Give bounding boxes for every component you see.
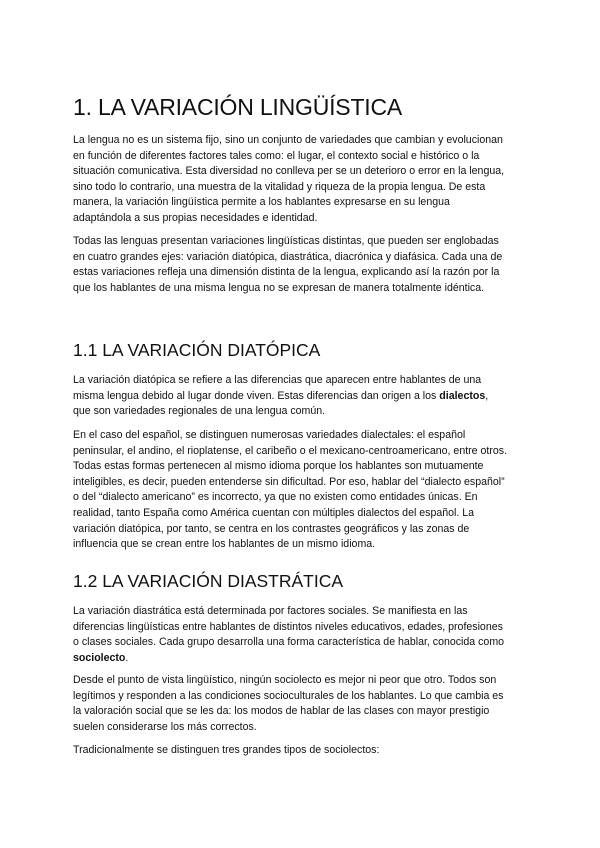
text-line: legítimos y responden a las condiciones socioculturales de los hablantes. Lo que cambia es — [73, 689, 504, 702]
text-line: o clases sociales. Cada grupo desarrolla una forma característica de hablar, conocida como — [73, 636, 505, 649]
text-line: en función de diferentes factores tales como: el lugar, el contexto social e histórico o la — [73, 149, 480, 162]
section-heading-diastratica: 1.2 LA VARIACIÓN DIASTRÁTICA — [73, 571, 344, 591]
text-line: peninsular, el andino, el rioplatense, el caribeño o el mexicano-centroamericano, entre otros. — [73, 444, 508, 457]
text-line: la valoración social que se les da: los modos de hablar de las clases con mayor prestigio — [73, 705, 490, 718]
diastratica-paragraph-2 — [73, 673, 528, 735]
diastratica-paragraph-3 — [73, 743, 528, 759]
text-line: inteligibles, es decir, pueden entenderse sin dificultad. Por eso, hablar del “dialecto español” — [73, 475, 505, 488]
main-heading: 1. LA VARIACIÓN LINGÜÍSTICA — [73, 94, 403, 120]
text-line: que los hablantes de una misma lengua no se expresan de manera totalmente idéntica. — [73, 281, 485, 294]
text-line: realidad, tanto España como América cuentan con múltiples dialectos del español. La — [73, 506, 475, 519]
text-line: Todas estas formas pertenecen al mismo idioma porque los hablantes son mutuamente — [73, 460, 484, 473]
text-line: La lengua no es un sistema fijo, sino un conjunto de variedades que cambian y evolucionan — [73, 134, 503, 146]
text-line: en cuatro grandes ejes: variación diatópica, diastrática, diacrónica y diafásica. Cada una de — [73, 250, 503, 263]
text-line: La variación diastrática está determinada por factores sociales. Se manifiesta en las — [73, 605, 468, 617]
text-line: diferencias lingüísticas entre hablantes de distintos niveles educativos, edades, profesiones — [73, 620, 503, 633]
diatopica-paragraph-1 — [73, 373, 528, 420]
intro-paragraph-2 — [73, 234, 528, 296]
text-line: variación diatópica, por tanto, se centra en los contrastes geográficos y las zonas de — [73, 522, 470, 535]
intro-paragraph-1 — [73, 133, 528, 227]
text-line: adaptándola a sus propias necesidades e identidad. — [73, 211, 318, 224]
text-line: Desde el punto de vista lingüístico, ningún sociolecto es mejor ni peor que otro. Todos son — [73, 674, 497, 686]
text-line: suelen considerarse los más correctos. — [73, 720, 257, 733]
text-line — [73, 389, 528, 405]
text-line: La variación diatópica se refiere a las diferencias que aparecen entre hablantes de una — [73, 374, 482, 386]
text-line: manera, la variación lingüística permite a los hablantes expresarse en su lengua — [73, 196, 450, 209]
text-line — [73, 651, 528, 667]
text-line: que son variedades regionales de una lengua común. — [73, 405, 326, 418]
text-run: misma lengua debido al lugar donde viven. Estas diferencias dan origen a los — [73, 389, 440, 402]
text-line: Tradicionalmente se distinguen tres grandes tipos de sociolectos: — [73, 744, 380, 756]
text-line: influencia que se crean entre los hablantes de un mismo idioma. — [73, 538, 376, 551]
term-dialectos: dialectos — [439, 389, 486, 402]
diastratica-paragraph-1 — [73, 604, 528, 666]
term-sociolecto: sociolecto — [73, 651, 126, 664]
text-line: estas variaciones refleja una dimensión distinta de la lengua, explicando así la razón por la — [73, 266, 500, 279]
text-run: , — [485, 389, 489, 402]
section-heading-diatopica: 1.1 LA VARIACIÓN DIATÓPICA — [73, 340, 321, 360]
diatopica-paragraph-2 — [73, 428, 528, 553]
text-line: sino todo lo contrario, una muestra de la vitalidad y riqueza de la propia lengua. De esta — [73, 180, 486, 193]
text-line: o del “dialecto americano” es incorrecto, ya que no existen como entidades únicas. En — [73, 491, 478, 504]
text-line: En el caso del español, se distinguen numerosas variedades dialectales: el español — [73, 429, 466, 441]
text-line: Todas las lenguas presentan variaciones lingüísticas distintas, que pueden ser englobadas — [73, 235, 499, 247]
text-run: . — [125, 651, 129, 664]
text-line: situación comunicativa. Esta diversidad no conlleva per se un deterioro o error en la lengua, — [73, 165, 505, 178]
